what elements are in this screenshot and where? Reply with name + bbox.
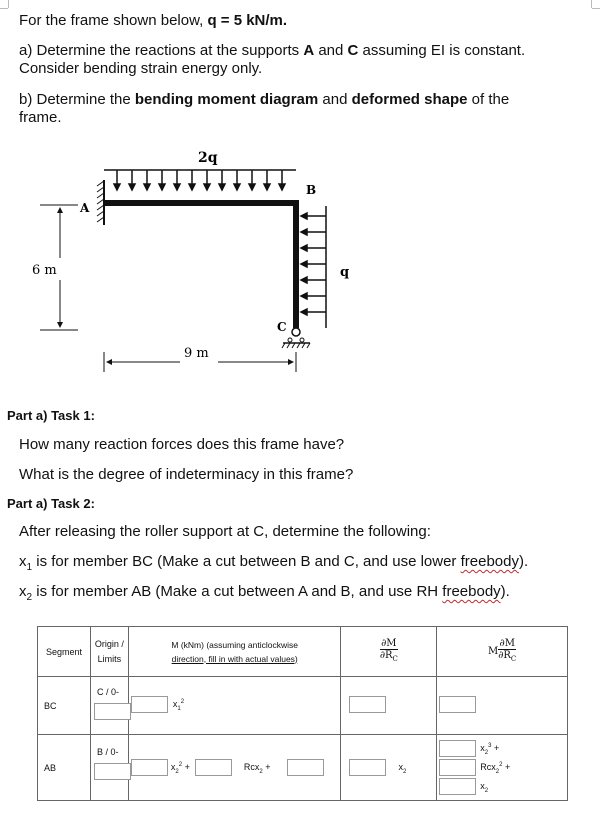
row-ab-origin: B / 0-: [90, 735, 128, 801]
support-c-roller: [300, 338, 304, 342]
m-partial-input[interactable]: [439, 740, 476, 757]
table-row-bc: [38, 677, 568, 735]
header-segment: Segment: [38, 627, 91, 677]
row-bc-partial: [341, 677, 437, 735]
top-load-arrows: [114, 170, 285, 190]
dim-horizontal-label: 9 m: [184, 346, 209, 361]
frame-figure: [0, 140, 600, 380]
top-load-label: 2q: [198, 150, 218, 166]
page-corner-mark: [8, 0, 9, 8]
row-bc-origin: C / 0-: [90, 677, 128, 735]
moment-table: [37, 626, 568, 801]
part-a-line1: a) Determine the reactions at the supports A and C assuming EI is constant.: [19, 42, 526, 59]
header-origin: Origin / Limits: [90, 627, 128, 677]
task2-title: Part a) Task 2:: [7, 496, 95, 511]
origin-limit-input[interactable]: [94, 763, 131, 780]
row-ab-partial: $x_2$: [341, 735, 437, 801]
support-c-roller: [288, 338, 292, 342]
label-a: A: [80, 201, 90, 215]
task1-title: Part a) Task 1:: [7, 408, 95, 423]
task2-x2-line: $x_2$ is for member AB (Make a cut between A and B, and use RH freebody).: [19, 583, 510, 603]
support-a-hatch: [97, 181, 104, 222]
load-value: q = 5 kN/m.: [207, 12, 288, 29]
row-bc-segment: BC: [38, 677, 91, 735]
header-partial: $\frac{\partial M}{\partial R_C}$: [341, 627, 437, 677]
origin-limit-input[interactable]: [94, 703, 131, 720]
m-partial-input[interactable]: [439, 696, 476, 713]
table-row-ab: [38, 735, 568, 801]
task2-line1: After releasing the roller support at C, determine the following:: [19, 523, 431, 540]
part-b-line2: frame.: [19, 109, 62, 126]
side-load-arrows: [301, 213, 326, 315]
page-corner-mark: [591, 0, 592, 8]
task2-x1-line: $x_1$ is for member BC (Make a cut between B and C, and use lower freebody).: [19, 553, 529, 573]
part-a-line2: Consider bending strain energy only.: [19, 60, 263, 77]
row-bc-m-partial: [437, 677, 568, 735]
task1-question1: How many reaction forces does this frame have?: [19, 436, 345, 453]
beam-ab: [104, 200, 299, 206]
label-c: C: [277, 320, 287, 334]
page-corner-mark: [592, 8, 600, 9]
moment-coef-input[interactable]: [195, 759, 232, 776]
support-c-pin: [292, 328, 300, 336]
side-load-label: q: [340, 265, 350, 280]
task1-question2: What is the degree of indeterminacy in this frame?: [19, 466, 354, 483]
problem-statement: For the frame shown below, q = 5 kN/m.: [19, 12, 288, 29]
moment-coef-input[interactable]: [131, 759, 168, 776]
part-b-line1: b) Determine the bending moment diagram and deformed shape of the: [19, 91, 510, 108]
page-corner-mark: [0, 8, 8, 9]
moment-coef-input[interactable]: [131, 696, 168, 713]
header-m-partial: M $\frac{\partial M}{\partial R_C}$: [437, 627, 568, 677]
m-partial-input[interactable]: [439, 759, 476, 776]
row-ab-m-partial: $x_2^3$ + Rcx$_2^2$ + $x_2$: [437, 735, 568, 801]
row-ab-segment: AB: [38, 735, 91, 801]
label-b: B: [306, 183, 317, 197]
dim-vertical-label: 6 m: [32, 263, 57, 278]
partial-input[interactable]: [349, 759, 386, 776]
header-moment: M (kNm) (assuming anticlockwise direction, fill in with actual values): [128, 627, 341, 677]
row-bc-moment: $x_1^2$: [128, 677, 341, 735]
column-bc: [293, 200, 299, 328]
m-partial-input[interactable]: [439, 778, 476, 795]
moment-coef-input[interactable]: [287, 759, 324, 776]
partial-input[interactable]: [349, 696, 386, 713]
row-ab-moment: $x_2^2$ + Rcx$_2$ +: [128, 735, 341, 801]
table-header-row: [38, 627, 568, 677]
